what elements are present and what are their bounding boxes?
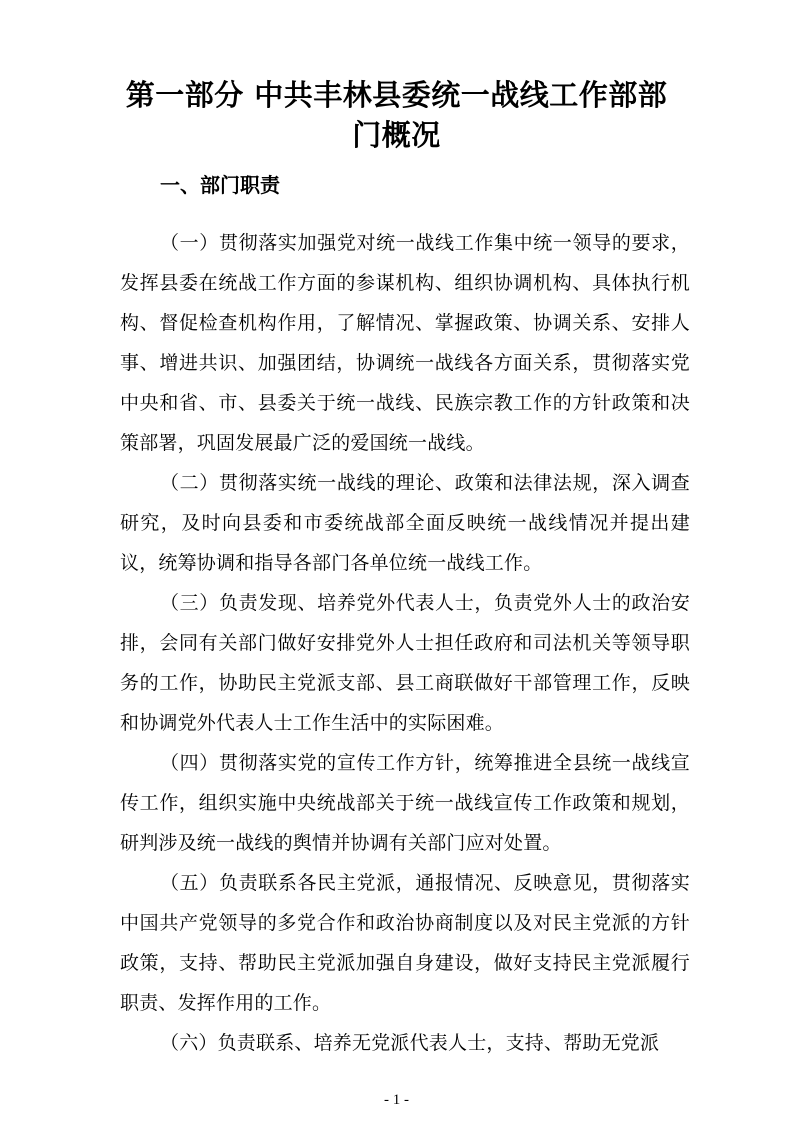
title-line-2: 门概况 [352, 118, 441, 152]
section-heading: 一、部门职责 [160, 173, 280, 197]
body-text [120, 223, 690, 1063]
paragraph-1: （一）贯彻落实加强党对统一战线工作集中统一领导的要求，发挥县委在统战工作方面的参谋机构、组织协调机构、具体执行机构、督促检查机构作用，了解情况、掌握政策、协调关系、安排人事、增进共识、加强团结，协调统一战线各方面关系，贯彻落实党中央和省、市、县委关于统一战线、民族宗教工作的方针政策和决策部署，巩固发展最广泛的爱国统一战线。 [120, 232, 690, 454]
paragraph-5: （五）负责联系各民主党派，通报情况、反映意见，贯彻落实中国共产党领导的多党合作和政治协商制度以及对民主党派的方针政策，支持、帮助民主党派加强自身建设，做好支持民主党派履行职责、发挥作用的工作。 [120, 872, 690, 1014]
paragraph-6: （六）负责联系、培养无党派代表人士，支持、帮助无党派 [160, 1032, 660, 1054]
paragraph-3: （三）负责发现、培养党外代表人士，负责党外人士的政治安排，会同有关部门做好安排党外人士担任政府和司法机关等领导职务的工作，协助民主党派支部、县工商联做好干部管理工作，反映和协调党外代表人士工作生活中的实际困难。 [120, 592, 690, 734]
paragraph-2: （二）贯彻落实统一战线的理论、政策和法律法规，深入调查研究，及时向县委和市委统战部全面反映统一战线情况并提出建议，统筹协调和指导各部门各单位统一战线工作。 [120, 472, 690, 574]
paragraph-4: （四）贯彻落实党的宣传工作方针，统筹推进全县统一战线宣传工作，组织实施中央统战部关于统一战线宣传工作政策和规划，研判涉及统一战线的舆情并协调有关部门应对处置。 [120, 752, 690, 854]
document-title [100, 75, 693, 155]
page-number: - 1 - [384, 1092, 409, 1108]
title-line-1: 第一部分 中共丰林县委统一战线工作部部 [125, 78, 668, 112]
